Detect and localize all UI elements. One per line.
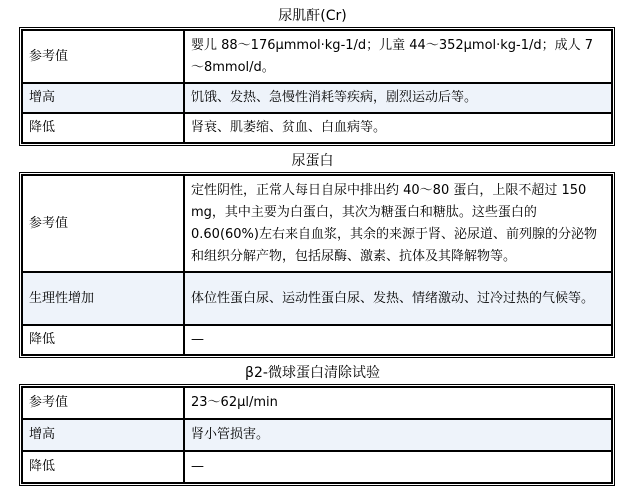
section-title-creatinine: 尿肌酐(Cr) xyxy=(278,8,347,24)
row-label: 增高 xyxy=(22,419,184,451)
row-value: 婴儿 88～176μmmol·kg-1/d；儿童 44～352μmol·kg-1/d；成人 7～8mmol/d。 xyxy=(184,30,612,83)
table-row xyxy=(22,272,612,325)
table-row xyxy=(22,83,612,113)
section-title-b2-microglobulin: β2-微球蛋白清除试验 xyxy=(245,365,380,381)
row-value: 肾小管损害。 xyxy=(184,419,612,451)
table-row xyxy=(22,30,612,83)
row-value: 饥饿、发热、急慢性消耗等疾病，剧烈运动后等。 xyxy=(184,83,612,113)
row-value: — xyxy=(184,325,612,355)
urine-protein-table xyxy=(19,172,615,358)
row-value: — xyxy=(184,451,612,483)
row-label: 增高 xyxy=(22,83,184,113)
row-label: 参考值 xyxy=(22,387,184,419)
row-label: 参考值 xyxy=(22,175,184,272)
row-label: 生理性增加 xyxy=(22,272,184,325)
row-label: 参考值 xyxy=(22,30,184,83)
table-row xyxy=(22,387,612,419)
table-row xyxy=(22,175,612,272)
row-value: 肾衰、肌萎缩、贫血、白血病等。 xyxy=(184,113,612,143)
table-row xyxy=(22,113,612,143)
table-row xyxy=(22,451,612,483)
table-row xyxy=(22,325,612,355)
row-label: 降低 xyxy=(22,113,184,143)
row-value: 体位性蛋白尿、运动性蛋白尿、发热、情绪激动、过冷过热的气候等。 xyxy=(184,272,612,325)
row-label: 降低 xyxy=(22,325,184,355)
row-value: 定性阴性，正常人每日自尿中排出约 40～80 蛋白，上限不超过 150 mg，其中主要为白蛋白，其次为糖蛋白和糖肽。这些蛋白的 0.60(60%)左右来自血浆，其余的来源于肾、泌尿道、前列腺的分泌物和组织分解产物，包括尿酶、激素、抗体及其降解物等。 xyxy=(184,175,612,272)
row-label: 降低 xyxy=(22,451,184,483)
b2-microglobulin-table xyxy=(19,384,615,486)
creatinine-table xyxy=(19,27,615,146)
section-title-urine-protein: 尿蛋白 xyxy=(291,153,334,169)
row-value: 23～62μl/min xyxy=(184,387,612,419)
table-row xyxy=(22,419,612,451)
